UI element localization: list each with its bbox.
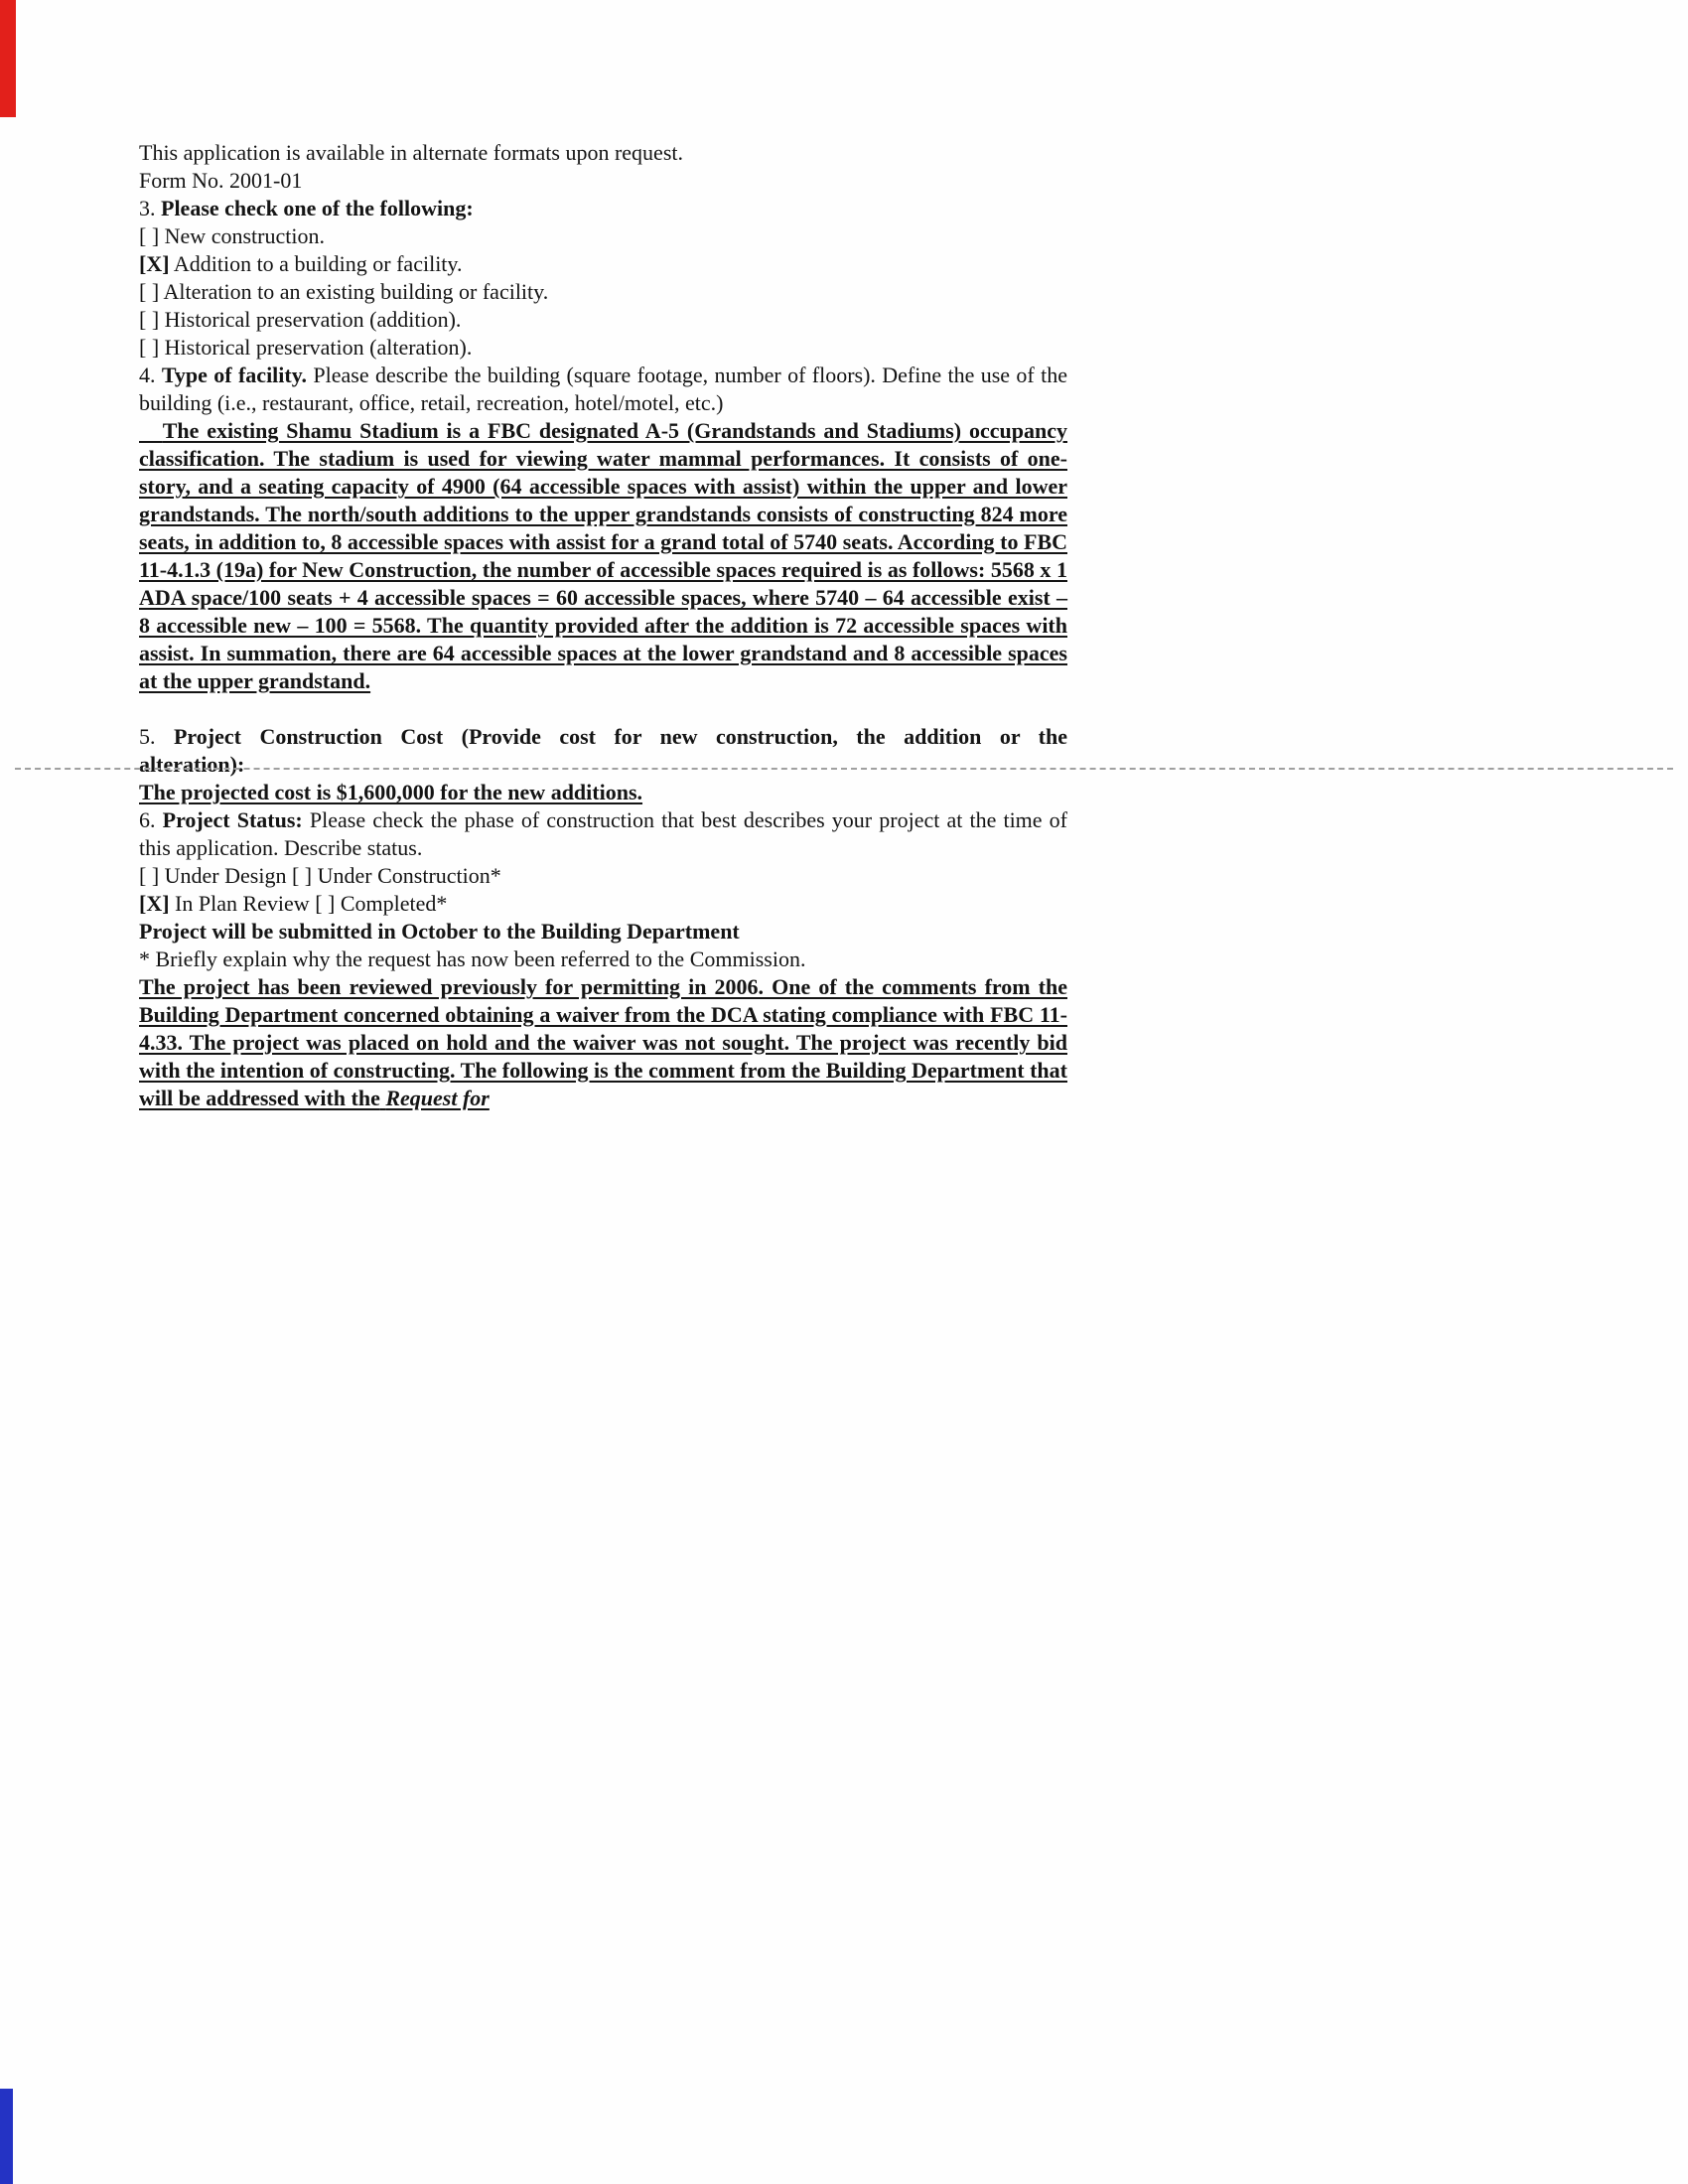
section4-prompt: Please describe the building (square footage, number of floors). Define the use of the building (i.e., restaurant, office, retail, recreation, hotel/motel, etc.)	[139, 363, 1067, 415]
explanation-text: The project has been reviewed previously for permitting in 2006. One of the comments from the Building Department concerned obtaining a waiver from the DCA stating compliance with FBC 11-4.33. The project was placed on hold and the waiver was not sought. The project was recently bid with the intention of constructing. The following is the comment from the Building Department that will be addressed with the	[139, 974, 1067, 1110]
section5-title-part1: Project Construction Cost (Provide cost for new construction, the addition or the	[173, 724, 1068, 749]
section4-answer: The existing Shamu Stadium is a FBC designated A-5 (Grandstands and Stadiums) occupancy classification. The stadium is used for viewing water mammal performances. It consists of one-story, and a seating capacity of 4900 (64 accessible spaces with assist) within the upper and lower grandstands. The north/south additions to the upper grandstands consists of constructing 824 more seats, in addition to, 8 accessible spaces with assist for a grand total of 5740 seats. According to FBC 11-4.1.3 (19a) for New Construction, the number of accessible spaces required is as follows: 5568 x 1 ADA space/100 seats + 4 accessible spaces = 60 accessible spaces, where 5740 – 64 accessible exist – 8 accessible new – 100 = 5568. The quantity provided after the addition is 72 accessible spaces with assist. In summation, there are 64 accessible spaces at the lower grandstand and 8 accessible spaces at the upper grandstand.	[139, 418, 1068, 693]
explanation-italic-text: Request for	[385, 1086, 490, 1110]
checkbox-marker-checked: [X]	[139, 251, 170, 276]
checkbox-marker: [ ]	[139, 335, 160, 360]
checkbox-marker: [ ]	[315, 891, 336, 916]
option-label: Addition to a building or facility.	[173, 251, 463, 276]
scan-artifact-dashed-line	[15, 768, 1673, 770]
checkbox-marker: [ ]	[139, 307, 160, 332]
section6-prompt: Please check the phase of construction that best describes your project at the time of this application. Describe status.	[139, 807, 1068, 860]
section5-title-part2: alteration):	[139, 752, 245, 777]
document-content	[139, 139, 1067, 1112]
checkbox-marker-checked: [X]	[139, 891, 170, 916]
checkbox-marker: [ ]	[291, 863, 313, 888]
section4-heading	[139, 362, 1067, 417]
form-number: Form No. 2001-01	[139, 168, 303, 193]
section6-number: 6.	[139, 807, 156, 832]
checkbox-marker: [ ]	[139, 223, 160, 248]
section5-heading-line2	[139, 751, 1067, 779]
option-label: Historical preservation (addition).	[164, 307, 462, 332]
status-options-row2	[139, 890, 1067, 918]
option-label: Historical preservation (alteration).	[164, 335, 473, 360]
checkbox-marker: [ ]	[139, 279, 160, 304]
section5-heading	[139, 723, 1067, 779]
section3-title: Please check one of the following:	[161, 196, 474, 220]
option-label: Completed*	[340, 891, 448, 916]
option-addition	[139, 250, 1067, 278]
scan-artifact-blue-bar	[0, 2089, 13, 2184]
option-alteration	[139, 278, 1067, 306]
section6-heading	[139, 806, 1067, 862]
option-historical-addition	[139, 306, 1067, 334]
section5-heading-line1	[139, 723, 1067, 751]
option-label: New construction.	[164, 223, 325, 248]
option-label: Under Construction*	[317, 863, 501, 888]
option-label: Under Design	[164, 863, 287, 888]
alternate-formats-note: This application is available in alternate formats upon request.	[139, 140, 683, 165]
section3-heading	[139, 195, 1067, 222]
status-note: Project will be submitted in October to the Building Department	[139, 919, 740, 944]
checkbox-marker: [ ]	[139, 863, 160, 888]
option-label: Alteration to an existing building or facility.	[163, 279, 549, 304]
option-historical-alteration	[139, 334, 1067, 362]
option-label: In Plan Review	[175, 891, 310, 916]
section6-title: Project Status:	[162, 807, 303, 832]
status-options-row1	[139, 862, 1067, 890]
option-new-construction	[139, 222, 1067, 250]
section3-number: 3.	[139, 196, 156, 220]
scan-artifact-red-bar	[0, 0, 16, 117]
section4-number: 4.	[139, 363, 156, 387]
section4-title: Type of facility.	[161, 363, 308, 387]
section6-explanation	[139, 973, 1067, 1112]
section5-number: 5.	[139, 724, 156, 749]
section5-answer: The projected cost is $1,600,000 for the new additions.	[139, 780, 643, 804]
commission-footnote: * Briefly explain why the request has now been referred to the Commission.	[139, 946, 806, 971]
